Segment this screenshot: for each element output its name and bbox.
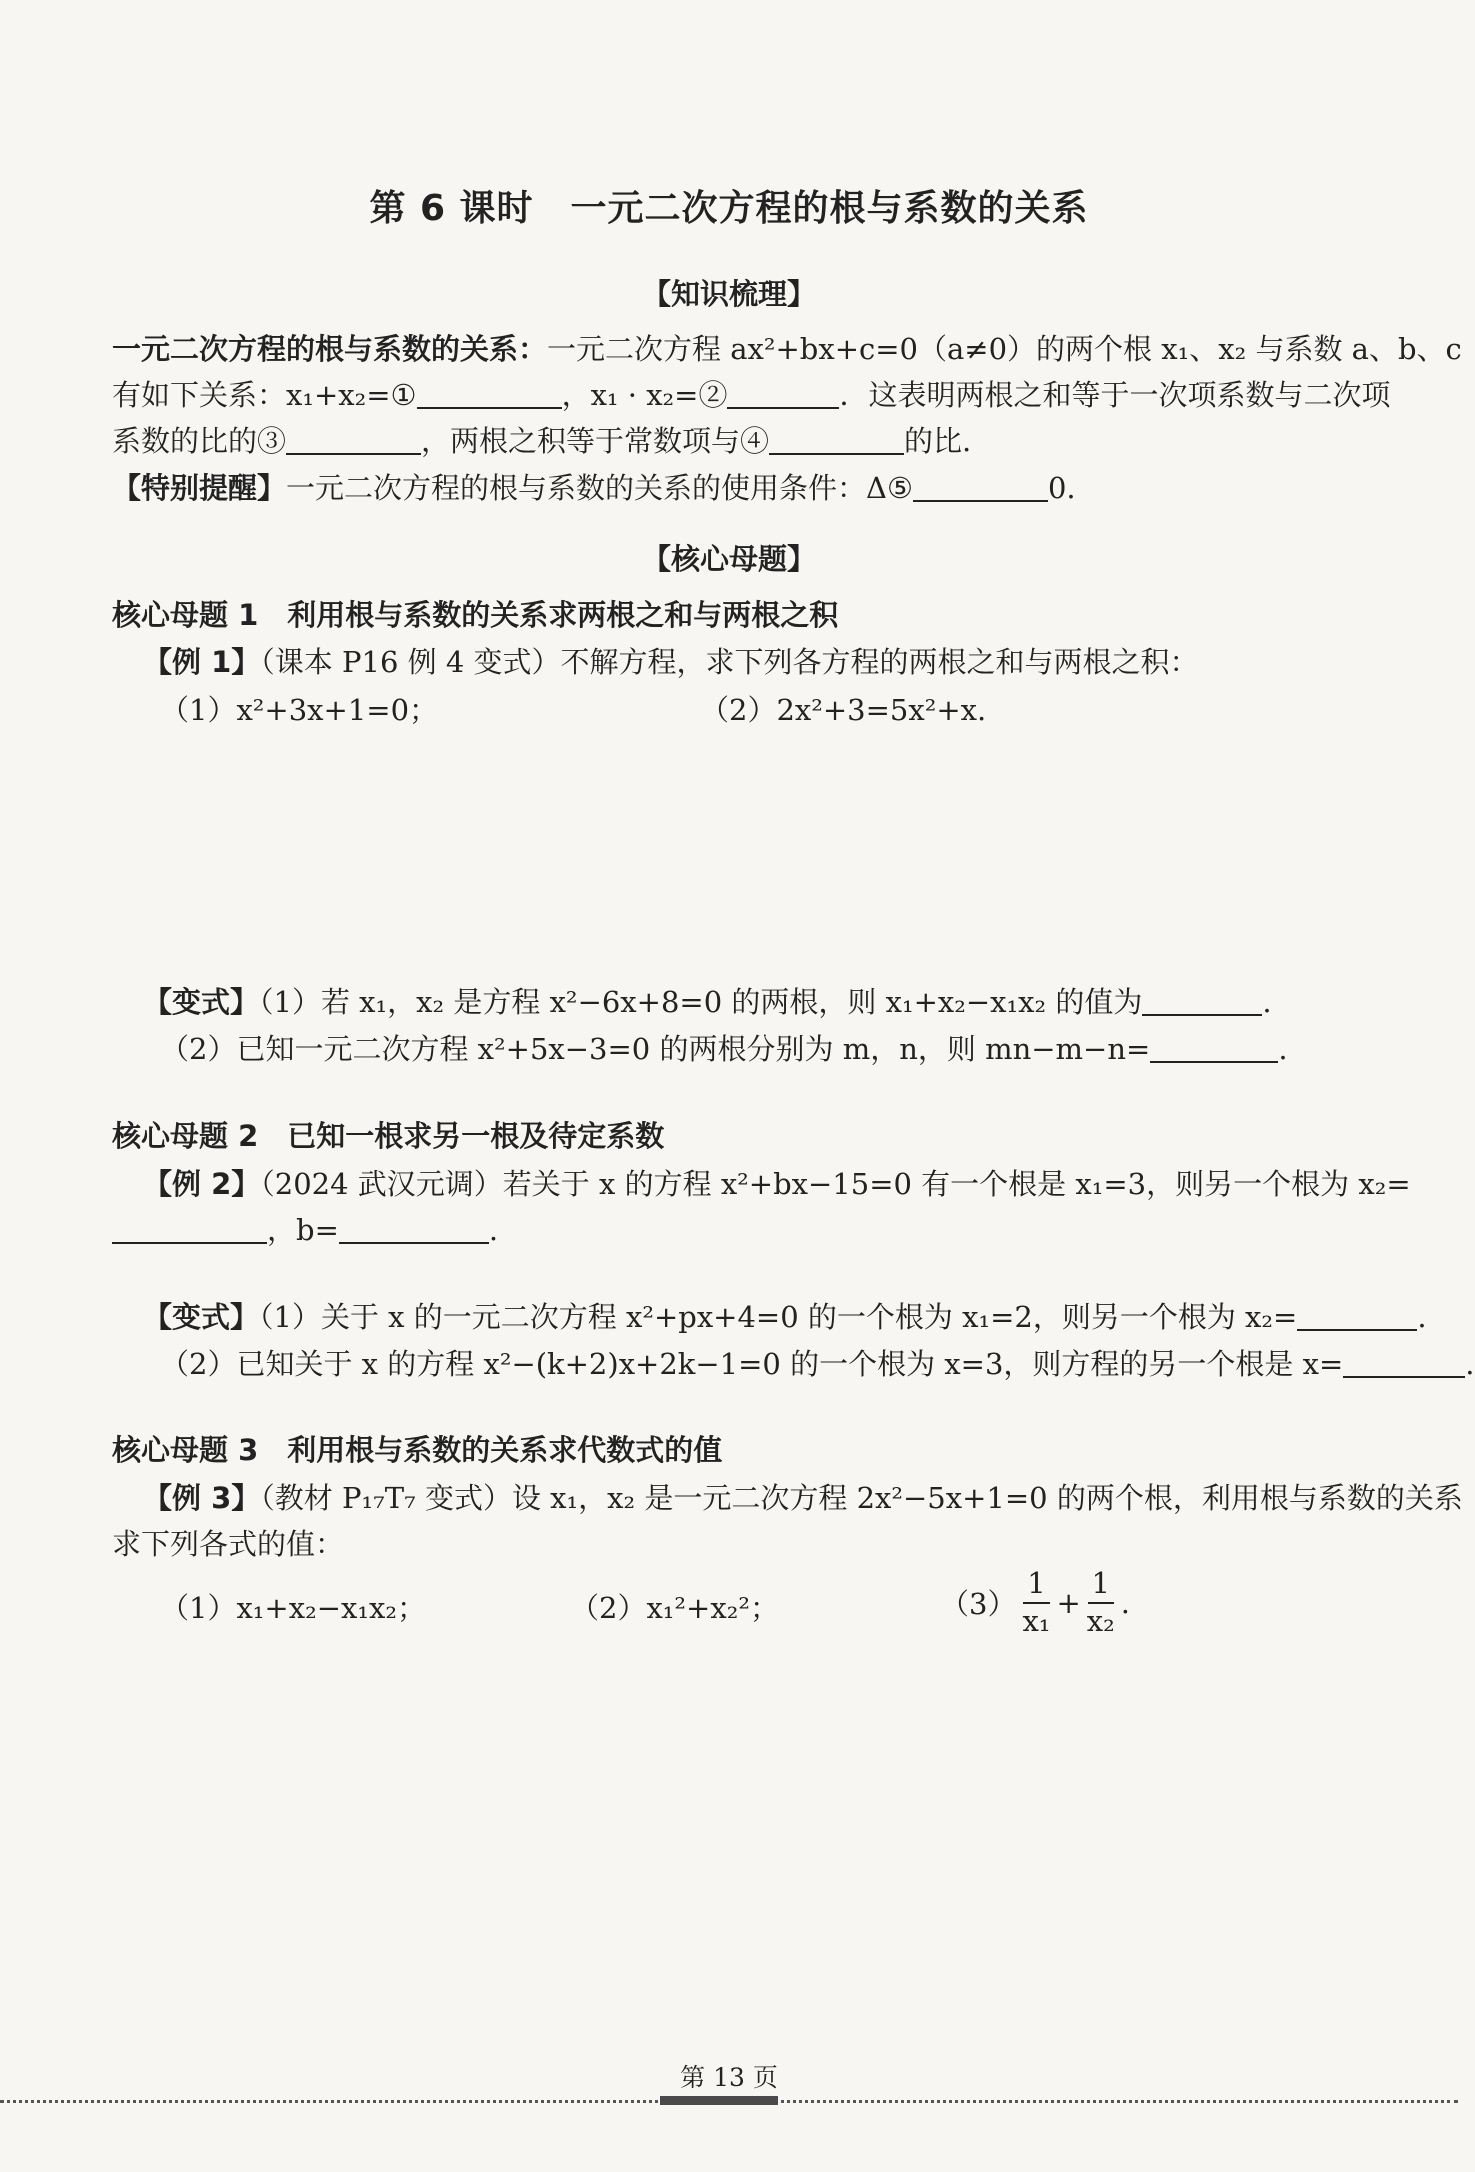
knowledge-text-1: 一元二次方程 ax²+bx+c=0（a≠0）的两个根 x₁、x₂ 与系数 a、b、c — [547, 332, 1462, 366]
blank-4[interactable] — [769, 424, 904, 455]
q2-example-b-label: ，b= — [267, 1213, 339, 1247]
q1-variant-1-end: . — [1262, 985, 1272, 1019]
q1-example-label: 【例 1】 — [143, 645, 261, 679]
knowledge-text-3c: 的比. — [904, 424, 972, 458]
q2-variant-1-end: . — [1417, 1300, 1427, 1334]
q2-example-line-2 — [112, 1208, 498, 1249]
section-knowledge-heading: 【知识梳理】 — [641, 277, 816, 311]
q3-example-text: （教材 P₁₇T₇ 变式）设 x₁，x₂ 是一元二次方程 2x²−5x+1=0 的两个根，利用根与系数的关系 — [260, 1481, 1463, 1515]
tip-text: 一元二次方程的根与系数的关系的使用条件：Δ⑤ — [286, 471, 913, 505]
q1-part-2: （2）2x²+3=5x²+x. — [700, 693, 987, 727]
q2-example — [143, 1162, 1411, 1203]
tip-label: 【特别提醒】 — [112, 471, 287, 505]
fraction-numerator: 1 — [1023, 1568, 1049, 1604]
blank-q1-v2[interactable] — [1150, 1032, 1278, 1063]
q3-part-1: （1）x₁+x₂−x₁x₂； — [160, 1591, 426, 1625]
fraction-1-over-x1 — [1018, 1568, 1054, 1638]
knowledge-text-3b: ，两根之积等于常数项与④ — [421, 424, 770, 458]
blank-q2-x2[interactable] — [112, 1213, 267, 1244]
blank-1[interactable] — [417, 378, 562, 409]
q2-example-end: . — [488, 1213, 499, 1247]
q1-variant-2 — [160, 1027, 1288, 1068]
q3-part-3-end: . — [1120, 1585, 1130, 1620]
q1-variant-label: 【变式】 — [143, 985, 260, 1019]
knowledge-text-2c: ．这表明两根之和等于一次项系数与二次项 — [839, 378, 1391, 412]
knowledge-text-3a: 系数的比的③ — [112, 424, 287, 458]
q3-part-3-label: （3） — [940, 1587, 1017, 1622]
q2-variant-2-text: （2）已知关于 x 的方程 x²−(k+2)x+2k−1=0 的一个根为 x=3，则方程的另一个根是 x= — [160, 1347, 1344, 1381]
knowledge-line-2 — [112, 373, 1391, 414]
q1-example — [143, 640, 1199, 681]
q2-variant-1 — [143, 1295, 1427, 1336]
q1-heading: 核心母题 1 利用根与系数的关系求两根之和与两根之积 — [112, 598, 839, 632]
q1-example-text: （课本 P16 例 4 变式）不解方程，求下列各方程的两根之和与两根之积： — [260, 645, 1199, 679]
knowledge-text-2a: 有如下关系：x₁+x₂=① — [112, 378, 417, 412]
q3-example — [143, 1476, 1463, 1517]
q2-variant-2 — [160, 1342, 1475, 1383]
q3-part-2: （2）x₁²+x₂²； — [570, 1591, 779, 1625]
q3-part-3 — [940, 1568, 1130, 1638]
q1-variant-2-text: （2）已知一元二次方程 x²+5x−3=0 的两根分别为 m，n，则 mn−m−n= — [160, 1032, 1151, 1066]
tip-end: 0. — [1047, 471, 1076, 505]
special-tip — [112, 466, 1076, 507]
q2-variant-2-end: . — [1465, 1347, 1475, 1381]
q1-variant-1-text: （1）若 x₁，x₂ 是方程 x²−6x+8=0 的两根，则 x₁+x₂−x₁x₂ 的值为 — [259, 985, 1143, 1019]
fraction-denominator: x₁ — [1022, 1603, 1051, 1638]
q2-variant-1-text: （1）关于 x 的一元二次方程 x²+px+4=0 的一个根为 x₁=2，则另一个根为 x₂= — [259, 1300, 1298, 1334]
q3-example-label: 【例 3】 — [143, 1481, 261, 1515]
section-core-heading: 【核心母题】 — [641, 542, 816, 576]
q1-variant-1 — [143, 980, 1272, 1021]
blank-q1-v1[interactable] — [1142, 985, 1262, 1016]
page-title: 第 6 课时 一元二次方程的根与系数的关系 — [369, 188, 1089, 229]
q2-heading: 核心母题 2 已知一根求另一根及待定系数 — [112, 1119, 665, 1153]
q3-heading: 核心母题 3 利用根与系数的关系求代数式的值 — [112, 1433, 723, 1467]
fraction-denominator: x₂ — [1086, 1603, 1115, 1638]
q2-example-label: 【例 2】 — [143, 1167, 261, 1201]
knowledge-text-2b: ，x₁ · x₂=② — [561, 378, 728, 412]
blank-5[interactable] — [913, 471, 1048, 502]
q1-part-1: （1）x²+3x+1=0； — [160, 693, 439, 727]
knowledge-label: 一元二次方程的根与系数的关系： — [112, 332, 548, 366]
blank-q2-v2[interactable] — [1343, 1347, 1465, 1378]
footer-bar — [660, 2096, 778, 2105]
q1-variant-2-end: . — [1278, 1032, 1288, 1066]
knowledge-line-1 — [112, 327, 1462, 368]
blank-q2-v1[interactable] — [1297, 1300, 1417, 1331]
blank-q2-b[interactable] — [339, 1213, 489, 1244]
blank-3[interactable] — [286, 424, 421, 455]
plus-sign: + — [1056, 1585, 1081, 1620]
fraction-numerator: 1 — [1088, 1568, 1114, 1604]
knowledge-line-3 — [112, 419, 971, 460]
fraction-1-over-x2 — [1083, 1568, 1119, 1638]
q3-example-line-2: 求下列各式的值： — [112, 1527, 345, 1561]
q2-variant-label: 【变式】 — [143, 1300, 260, 1334]
page-number: 第 13 页 — [680, 2063, 778, 2092]
q2-example-text: （2024 武汉元调）若关于 x 的方程 x²+bx−15=0 有一个根是 x₁=3，则另一个根为 x₂= — [260, 1167, 1411, 1201]
blank-2[interactable] — [727, 378, 839, 409]
